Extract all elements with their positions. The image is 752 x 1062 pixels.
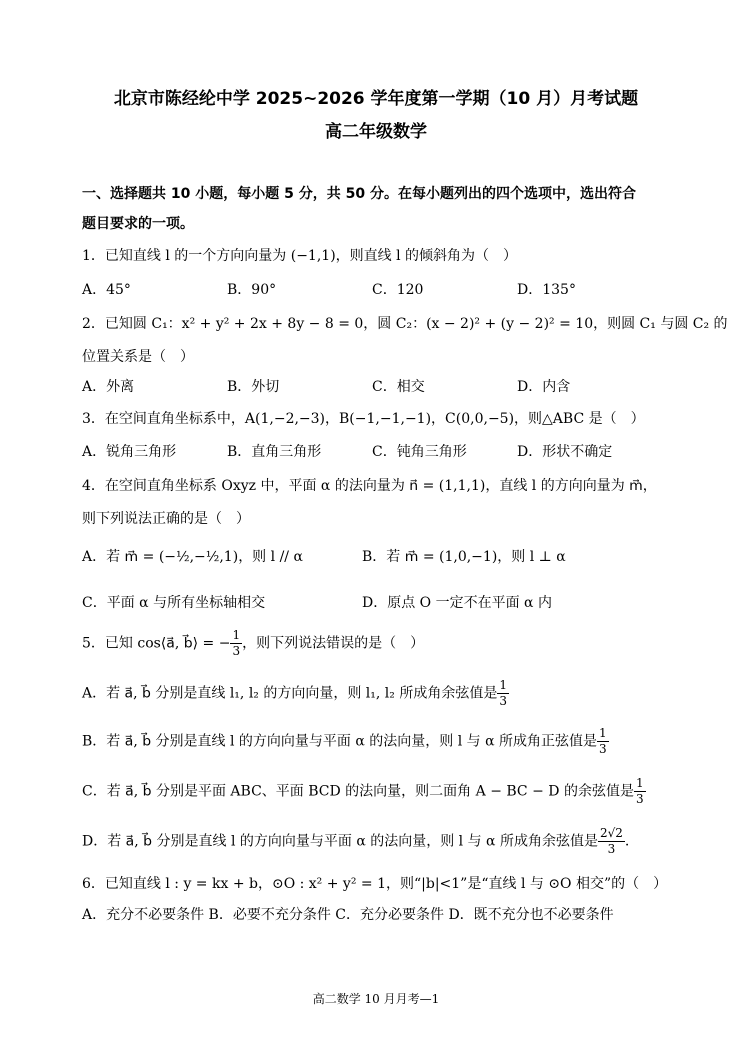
question-2-option-c: C．相交 xyxy=(372,379,425,395)
question-2-option-a: A．外离 xyxy=(82,379,135,395)
question-2-stem-cont: 位置关系是（ ） xyxy=(82,349,194,365)
question-6-options: A．充分不必要条件 B．必要不充分条件 C．充分必要条件 D．既不充分也不必要条件 xyxy=(82,907,614,923)
question-5-option-b xyxy=(82,726,672,757)
question-6-stem: 6．已知直线 l : y = kx + b，⊙O : x² + y² = 1，则“|b|<1”是“直线 l 与 ⊙O 相交”的（ ） xyxy=(82,876,668,892)
question-5-stem xyxy=(82,628,672,659)
page-footer: 高二数学 10 月月考—1 xyxy=(312,992,440,1006)
question-4-options-cd xyxy=(82,592,672,612)
fraction-numerator: 1 xyxy=(499,678,507,692)
question-5-option-b-fraction xyxy=(597,726,609,757)
question-1-option-c: C．120 xyxy=(372,282,424,298)
question-5-stem-pre: 5．已知 cos⟨a⃗, b⃗⟩ = − xyxy=(82,635,231,652)
question-4-stem: 4．在空间直角坐标系 Oxyz 中，平面 α 的法向量为 n⃗ = (1,1,1)，直线 l 的方向向量为 m⃗， xyxy=(82,478,657,494)
question-5-option-b-text: B．若 a⃗, b⃗ 分别是直线 l 的方向向量与平面 α 的法向量，则 l 与 α 所成角正弦值是 xyxy=(82,733,598,750)
question-3-options xyxy=(82,441,672,461)
fraction-numerator: 1 xyxy=(635,776,644,790)
fraction-denominator: 3 xyxy=(599,742,607,756)
fraction-numerator: 1 xyxy=(232,628,241,642)
question-4-option-b: B．若 m⃗ = (1,0,−1)，则 l ⊥ α xyxy=(362,549,566,565)
fraction-numerator: 1 xyxy=(599,726,607,740)
question-5-fraction xyxy=(230,628,242,659)
question-5-option-c-fraction xyxy=(634,776,646,807)
question-5-option-c xyxy=(82,776,672,807)
question-2-option-b: B．外切 xyxy=(227,379,280,395)
fraction-denominator: 3 xyxy=(635,792,644,806)
question-2-stem: 2．已知圆 C₁：x² + y² + 2x + 8y − 8 = 0，圆 C₂：(x − 2)² + (y − 2)² = 10，则圆 C₁ 与圆 C₂ 的 xyxy=(82,316,728,332)
question-5-option-a-text: A．若 a⃗, b⃗ 分别是直线 l₁, l₂ 的方向向量，则 l₁, l₂ 所成角余弦值是 xyxy=(82,685,498,702)
question-5-option-d-text: D．若 a⃗, b⃗ 分别是直线 l 的方向向量与平面 α 的法向量，则 l 与 α 所成角余弦值是 xyxy=(82,833,598,850)
question-5-option-a-fraction xyxy=(497,678,509,709)
question-1-options xyxy=(82,279,672,299)
section-heading-line1: 一、选择题共 10 小题，每小题 5 分，共 50 分。在每小题列出的四个选项中，选出符合 xyxy=(82,186,636,202)
question-5-option-d-tail: . xyxy=(624,833,630,850)
question-4-option-c: C．平面 α 与所有坐标轴相交 xyxy=(82,595,266,611)
question-5-option-c-text: C．若 a⃗, b⃗ 分别是平面 ABC、平面 BCD 的法向量，则二面角 A − BC − D 的余弦值是 xyxy=(82,783,634,800)
question-2-option-d: D．内含 xyxy=(517,379,571,395)
question-1-option-d: D．135° xyxy=(517,282,576,298)
question-1-option-b: B．90° xyxy=(227,282,277,298)
question-3-option-d: D．形状不确定 xyxy=(517,444,613,460)
question-5-option-d-fraction xyxy=(598,826,625,857)
fraction-denominator: 3 xyxy=(607,842,616,856)
question-4-option-a xyxy=(82,546,362,566)
question-5-option-d xyxy=(82,826,672,857)
question-3-option-b: B．直角三角形 xyxy=(227,444,322,460)
question-4-option-a-post: ，则 l // α xyxy=(238,549,303,565)
question-5-option-a xyxy=(82,678,672,709)
question-4-option-d: D．原点 O 一定不在平面 α 内 xyxy=(362,595,552,611)
question-3-option-c: C．钝角三角形 xyxy=(372,444,467,460)
question-3-option-a: A．锐角三角形 xyxy=(82,444,177,460)
question-1-stem: 1．已知直线 l 的一个方向向量为 (−1,1)，则直线 l 的倾斜角为（ ） xyxy=(82,248,518,264)
exam-title: 北京市陈经纶中学 2025~2026 学年度第一学期（10 月）月考试题 xyxy=(113,89,639,109)
question-2-options xyxy=(82,376,672,396)
fraction-numerator: 2√2 xyxy=(599,826,623,840)
question-4-options-ab xyxy=(82,546,672,566)
question-1-option-a: A．45° xyxy=(82,282,131,298)
question-4-option-a-vector: (−½,−½,1) xyxy=(158,549,239,565)
question-4-stem-cont: 则下列说法正确的是（ ） xyxy=(82,511,250,527)
fraction-denominator: 3 xyxy=(232,644,241,658)
question-3-stem: 3．在空间直角坐标系中，A(1,−2,−3)，B(−1,−1,−1)，C(0,0,−5)，则△ABC 是（ ） xyxy=(82,411,645,427)
exam-subtitle: 高二年级数学 xyxy=(325,122,427,142)
question-5-stem-post: ，则下列说法错误的是（ ） xyxy=(242,635,425,652)
section-heading-line2: 题目要求的一项。 xyxy=(82,216,194,232)
question-4-option-a-pre: A．若 m⃗ = xyxy=(82,549,159,565)
fraction-denominator: 3 xyxy=(499,694,507,708)
